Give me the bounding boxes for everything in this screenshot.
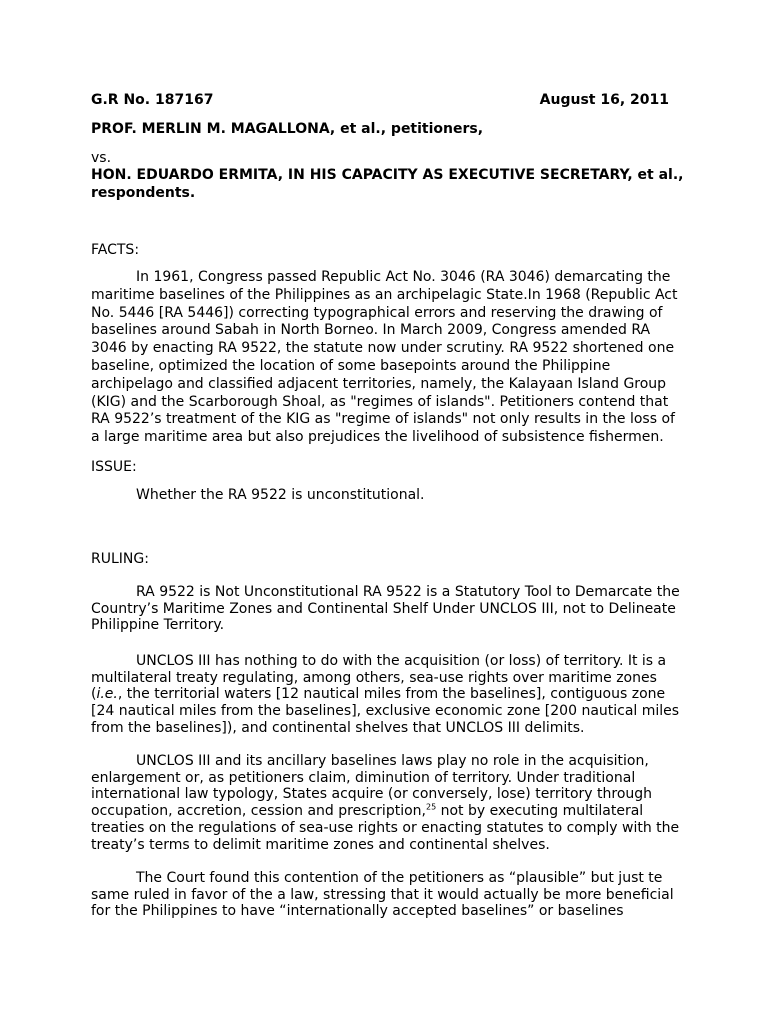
issue-heading: ISSUE: (91, 459, 137, 475)
ruling-paragraph-2-text-b: , the territorial waters [12 nautical miles from the baselines], contiguous zone [24 nautical miles from the baselines], exclusive economic zone [200 nautical miles from the baselines]), and continental shelves that UNCLOS III delimits. (91, 686, 680, 736)
case-number: G.R No. 187167 (91, 92, 214, 108)
versus-label: vs. (91, 150, 112, 166)
ruling-paragraph-3-text-b: not by executing multilateral treaties on the regulations of sea-use rights or enacting statutes to comply with the treaty’s terms to delimit maritime zones and continental shelves. (91, 803, 680, 853)
ruling-paragraph-3 (91, 753, 681, 853)
petitioners-line: PROF. MERLIN M. MAGALLONA, et al., petitioners, (91, 121, 484, 137)
ruling-paragraph-4: The Court found this contention of the petitioners as “plausible” but just te same ruled in favor of the a law, stressing that it would actually be more beneficial for the Philippines to have “internationally accepted baselines” or baselines (91, 870, 674, 920)
ruling-paragraph-1: RA 9522 is Not Unconstitutional RA 9522 is a Statutory Tool to Demarcate the Country’s Maritime Zones and Continental Shelf Under UNCLOS III, not to Delineate Philippine Territory. (91, 584, 680, 634)
ruling-paragraph-3-text-a: UNCLOS III and its ancillary baselines laws play no role in the acquisition, enlargement or, as petitioners claim, diminution of territory. Under traditional international law typology, States acquire (or conversely, lose) territory through occupation, accretion, cession and prescription, (91, 753, 653, 820)
ruling-paragraph-2-italic: i.e. (96, 686, 118, 703)
ruling-paragraph-2-text-a: UNCLOS III has nothing to do with the acquisition (or loss) of territory. It is a multilateral treaty regulating, among others, sea-use rights over maritime zones ( (91, 653, 667, 703)
ruling-paragraph-2 (91, 653, 681, 737)
decision-date: August 16, 2011 (539, 92, 669, 108)
footnote-marker: 25 (425, 802, 437, 812)
ruling-heading: RULING: (91, 551, 149, 567)
issue-paragraph: Whether the RA 9522 is unconstitutional. (136, 487, 425, 503)
facts-heading: FACTS: (91, 242, 140, 258)
facts-paragraph: In 1961, Congress passed Republic Act No. 3046 (RA 3046) demarcating the maritime baselines of the Philippines as an archipelagic State.In 1968 (Republic Act No. 5446 [RA 5446]) correcting typographical errors and reserving the drawing of baselines around Sabah in North Borneo. In March 2009, Congress amended RA 3046 by enacting RA 9522, the statute now under scrutiny. RA 9522 shortened one baseline, optimized the location of some basepoints around the Philippine archipelago and classified adjacent territories, namely, the Kalayaan Island Group (KIG) and the Scarborough Shoal, as "regimes of islands". Petitioners contend that RA 9522’s treatment of the KIG as "regime of islands" not only results in the loss of a large maritime area but also prejudices the livelihood of subsistence fishermen. (91, 269, 678, 446)
respondents-line: HON. EDUARDO ERMITA, IN HIS CAPACITY AS EXECUTIVE SECRETARY, et al., respondents. (91, 167, 684, 201)
